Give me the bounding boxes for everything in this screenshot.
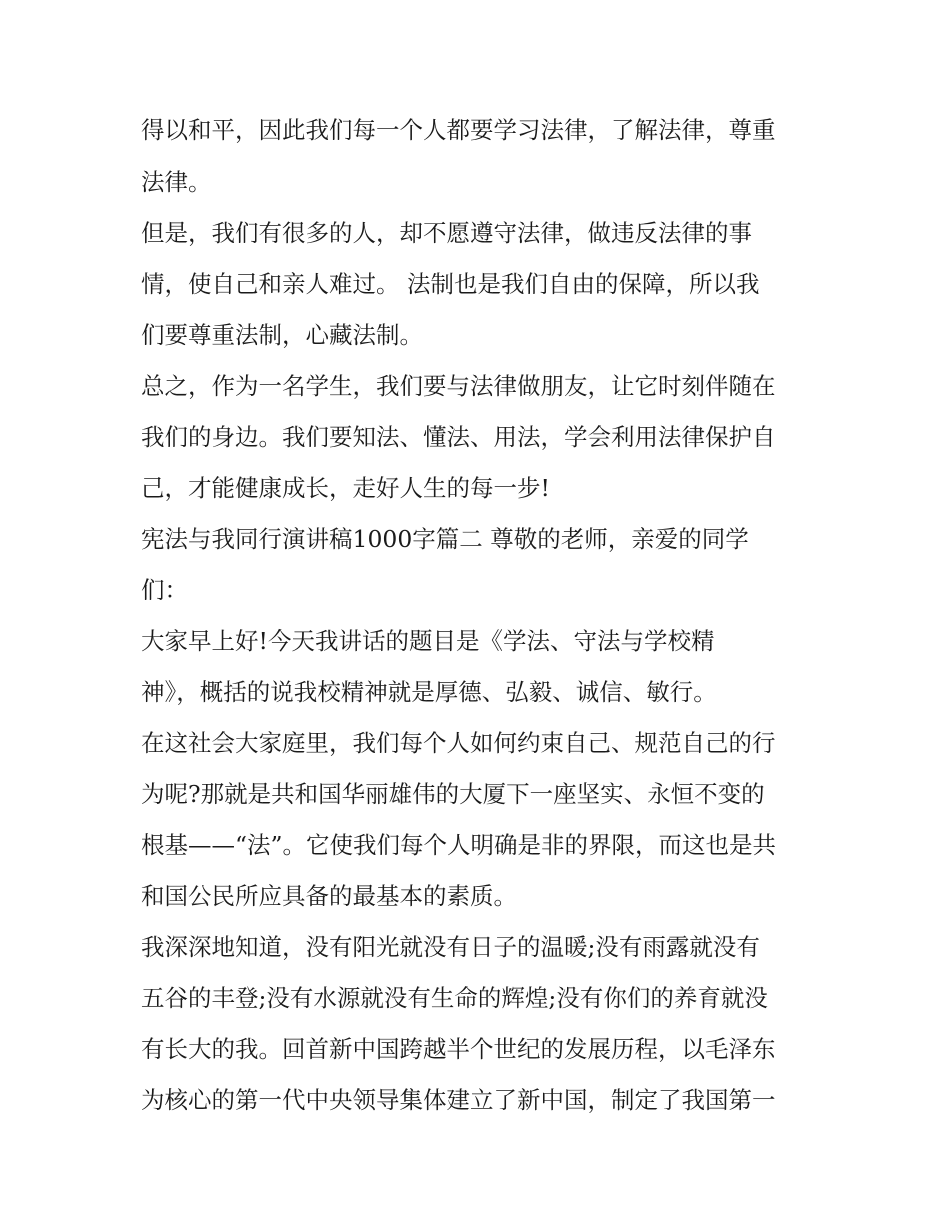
text-line: 在这社会大家庭里，我们每个人如何约束自己、规范自己的行 [141, 729, 776, 757]
text-line: 神》，概括的说我校精神就是厚德、弘毅、诚信、敏行。 [141, 678, 717, 706]
text-line: 们要尊重法制，心藏法制。 [141, 321, 423, 349]
text-line: 我们的身边。我们要知法、懂法、用法，学会利用法律保护自 [141, 423, 776, 451]
text-line: 为核心的第一代中央领导集体建立了新中国，制定了我国第一 [141, 1086, 776, 1114]
text-line: 但是，我们有很多的人，却不愿遵守法律，做违反法律的事 [141, 219, 752, 247]
text-line: 我深深地知道，没有阳光就没有日子的温暖;没有雨露就没有 [141, 933, 760, 961]
text-line: 得以和平，因此我们每一个人都要学习法律，了解法律，尊重 [141, 116, 776, 144]
text-line: 己，才能健康成长，走好人生的每一步! [141, 474, 550, 502]
text-line: 大家早上好!今天我讲话的题目是《学法、守法与学校精 [141, 627, 715, 655]
text-line: 宪法与我同行演讲稿1000字篇二 尊敬的老师，亲爱的同学 [141, 525, 749, 553]
text-line: 有长大的我。回首新中国跨越半个世纪的发展历程，以毛泽东 [141, 1035, 776, 1063]
text-line: 情，使自己和亲人难过。 法制也是我们自由的保障，所以我 [141, 270, 760, 298]
text-line: 法律。 [141, 168, 212, 196]
text-line: 们： [141, 576, 188, 604]
text-line: 和国公民所应具备的最基本的素质。 [141, 882, 517, 910]
text-line: 总之，作为一名学生，我们要与法律做朋友，让它时刻伴随在 [141, 372, 776, 400]
text-line: 根基——“法”。它使我们每个人明确是非的界限，而这也是共 [141, 831, 777, 859]
text-line: 五谷的丰登;没有水源就没有生命的辉煌;没有你们的养育就没 [141, 984, 768, 1012]
text-line: 为呢?那就是共和国华丽雄伟的大厦下一座坚实、永恒不变的 [141, 780, 765, 808]
